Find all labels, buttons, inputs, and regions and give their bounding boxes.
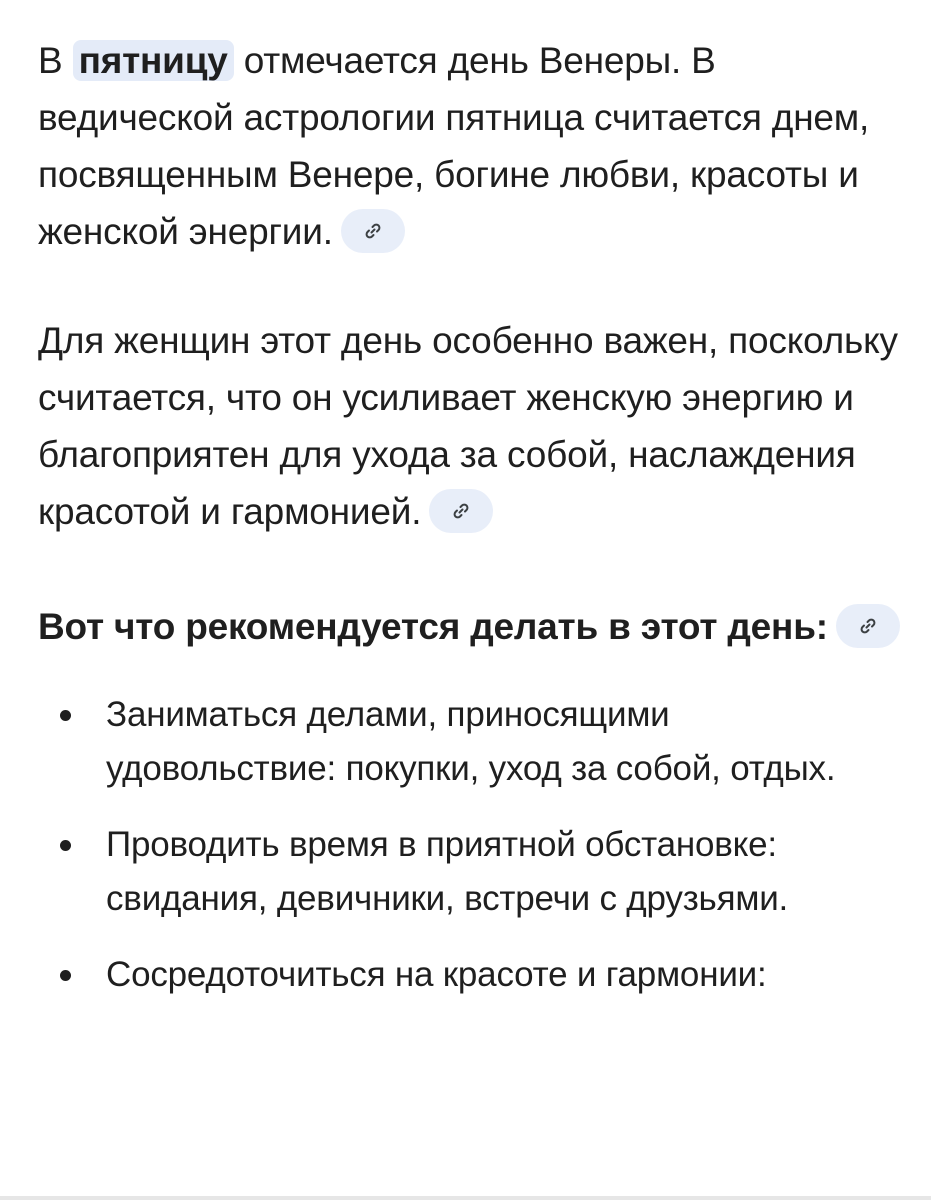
recommendations-heading — [38, 596, 908, 658]
recommendations-list — [38, 688, 908, 1002]
bullet-icon — [60, 970, 71, 981]
source-link-chip[interactable] — [429, 489, 493, 533]
source-link-chip[interactable] — [341, 209, 405, 253]
response-content — [38, 32, 908, 1024]
bottom-divider — [0, 1196, 931, 1200]
source-link-chip[interactable] — [836, 604, 900, 648]
list-item — [38, 818, 908, 926]
list-item — [38, 688, 908, 796]
link-icon — [451, 501, 471, 521]
bullet-icon — [60, 710, 71, 721]
highlighted-term[interactable]: пятницу — [73, 40, 234, 81]
paragraph-text: Для женщин этот день особенно важен, поскольку считается, что он усиливает женскую энергию и благоприятен для ухода за собой, наслаждения красотой и гармонией. — [38, 320, 898, 532]
paragraph-women-energy — [38, 312, 908, 540]
list-item — [38, 948, 908, 1002]
list-item-text: Проводить время в приятной обстановке: свидания, девичники, встречи с друзьями. — [106, 825, 789, 918]
bullet-icon — [60, 840, 71, 851]
link-icon — [363, 221, 383, 241]
heading-text: Вот что рекомендуется делать в этот день: — [38, 606, 828, 647]
paragraph-venus-day — [38, 32, 908, 260]
list-item-text: Заниматься делами, приносящими удовольствие: покупки, уход за собой, отдых. — [106, 695, 836, 788]
list-item-text: Сосредоточиться на красоте и гармонии: — [106, 955, 767, 994]
link-icon — [858, 616, 878, 636]
paragraph-prefix: В — [38, 40, 73, 81]
paragraph-text: отмечается день Венеры. В ведической астрологии пятница считается днем, посвященным Венере, богине любви, красоты и женской энергии. — [38, 40, 870, 252]
